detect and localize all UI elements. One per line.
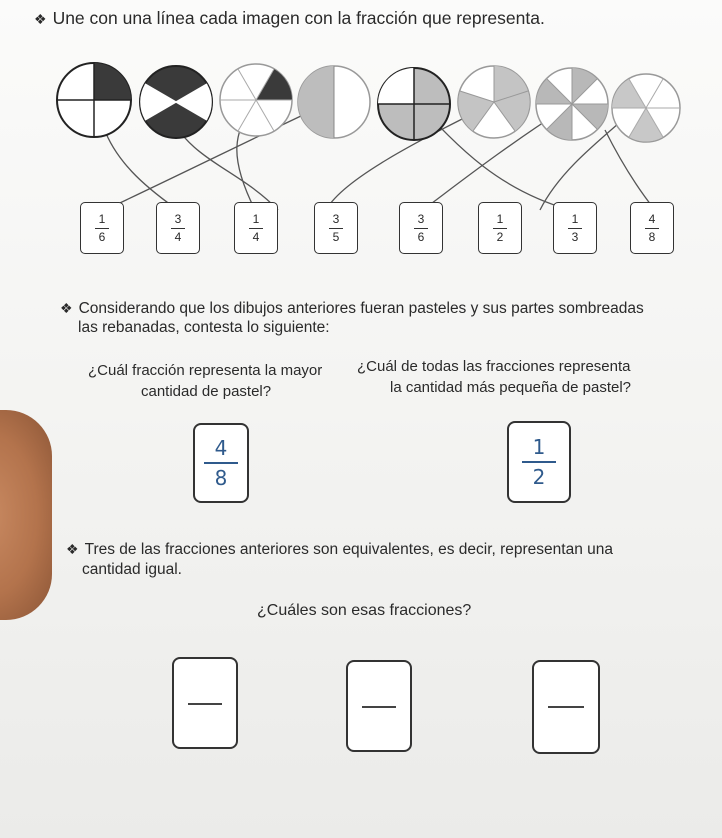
- fraction-card-5[interactable]: 3 6: [399, 202, 443, 254]
- circle-7: [536, 68, 608, 140]
- circle-5: [378, 68, 450, 140]
- question3: ¿Cuáles son esas fracciones?: [257, 602, 472, 619]
- section3-intro-line2: cantidad igual.: [82, 561, 182, 578]
- question2-line2: la cantidad más pequeña de pastel?: [390, 379, 632, 396]
- answer-box-1[interactable]: [193, 423, 249, 503]
- circle-2: [140, 66, 212, 138]
- diamond-bullet-icon: ❖: [60, 300, 73, 316]
- diamond-bullet-icon: ❖: [66, 541, 79, 557]
- fraction-card-4[interactable]: 3 5: [314, 202, 358, 254]
- circle-6: [458, 66, 530, 138]
- section1-title: ❖ Une con una línea cada imagen con la fracción que representa.: [34, 8, 545, 28]
- fraction-line: [362, 706, 396, 708]
- answer1-numerator: 4: [214, 436, 228, 460]
- section2-intro: ❖ Considerando que los dibujos anteriores fueran pasteles y sus partes sombreadas: [60, 300, 644, 317]
- section2-intro-line2: las rebanadas, contesta lo siguiente:: [78, 319, 330, 336]
- equivalent-box-3[interactable]: [532, 660, 600, 754]
- section3-intro: ❖ Tres de las fracciones anteriores son equivalentes, es decir, representan una: [66, 541, 614, 558]
- fraction-card-7[interactable]: 1 3: [553, 202, 597, 254]
- fraction-line: [548, 706, 584, 708]
- answer1-fraction-bar: [204, 462, 238, 464]
- equivalent-box-2[interactable]: [346, 660, 412, 752]
- circle-8: [612, 74, 680, 142]
- answer2-denominator: 2: [532, 465, 546, 489]
- fraction-line: [188, 703, 222, 705]
- circle-3: [220, 64, 292, 136]
- equivalent-box-1[interactable]: [172, 657, 238, 749]
- answer2-numerator: 1: [532, 435, 546, 459]
- answer1-denominator: 8: [214, 466, 228, 490]
- fraction-card-3[interactable]: 1 4: [234, 202, 278, 254]
- circle-1: [57, 63, 131, 137]
- diamond-bullet-icon: ❖: [34, 11, 47, 27]
- question1-line2: cantidad de pastel?: [141, 383, 272, 400]
- circle-4: [298, 66, 370, 138]
- fraction-card-8[interactable]: 4 8: [630, 202, 674, 254]
- thumb: [0, 410, 52, 620]
- question2-line1: ¿Cuál de todas las fracciones representa: [357, 358, 631, 375]
- answer-box-2[interactable]: [507, 421, 571, 503]
- fraction-card-2[interactable]: 3 4: [156, 202, 200, 254]
- question1-line1: ¿Cuál fracción representa la mayor: [88, 362, 323, 379]
- answer2-fraction-bar: [522, 461, 556, 463]
- fraction-card-1[interactable]: 1 6: [80, 202, 124, 254]
- fraction-card-6[interactable]: 1 2: [478, 202, 522, 254]
